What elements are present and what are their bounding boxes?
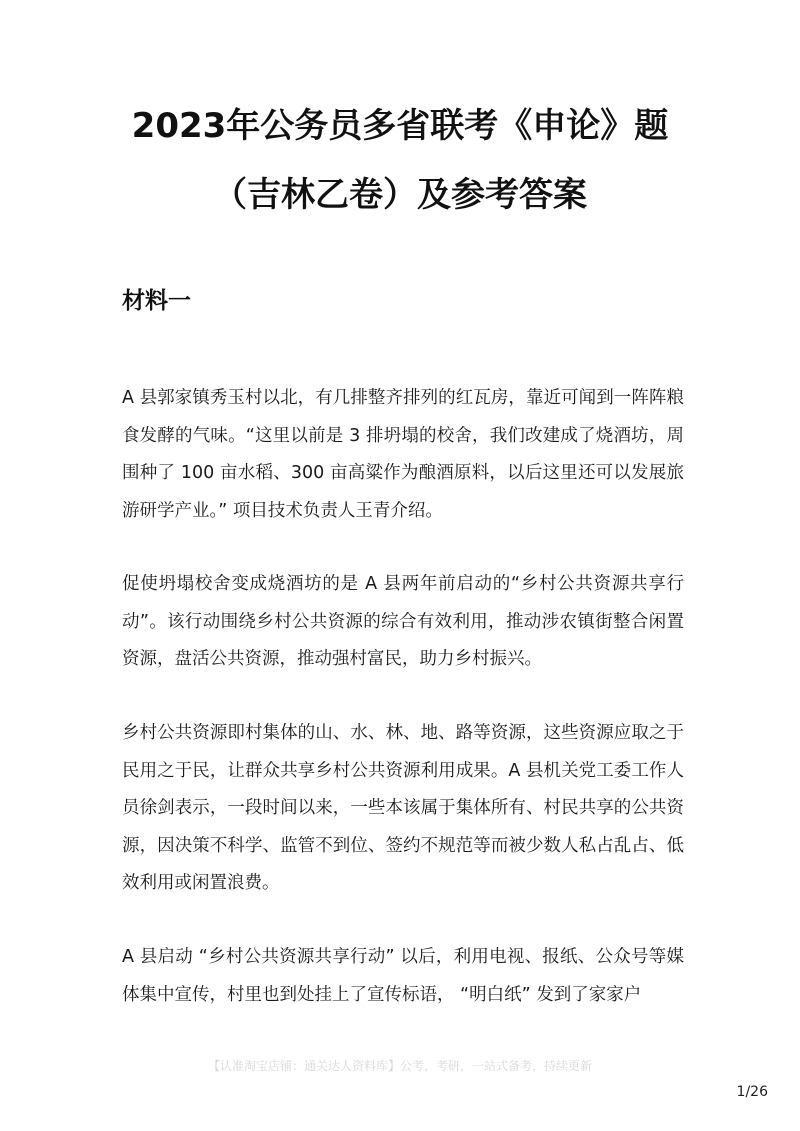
paragraph: A 县郭家镇秀玉村以北，有几排整齐排列的红瓦房，靠近可闻到一阵阵粮食发酵的气味。“这里以前是 3 排坍塌的校舍，我们改建成了烧酒坊，周围种了 100 亩水稻、300 亩高粱作为酿酒原料，以后这里还可以发展旅游研学产业。” 项目技术负责人王青介绍。 — [122, 388, 684, 521]
section-heading: 材料一 — [122, 288, 191, 314]
paragraph: A 县启动 “乡村公共资源共享行动” 以后，利用电视、报纸、公众号等媒体集中宣传，村里也到处挂上了宣传标语， “明白纸” 发到了家家户 — [122, 947, 684, 1005]
footer-watermark: 【认准淘宝店铺：通关达人资料库】公考，考研，一站式备考，持续更新 — [207, 1059, 592, 1073]
paragraph: 乡村公共资源即村集体的山、水、林、地、路等资源，这些资源应取之于民用之于民，让群众共享乡村公共资源利用成果。A 县机关党工委工作人员徐剑表示，一段时间以来，一些本该属于集体所有、村民共享的公共资源，因决策不科学、监管不到位、签约不规范等而被少数人私占乱占、低效利用或闲置浪费。 — [122, 723, 684, 893]
document-title: 2023年公务员多省联考《申论》题（吉林乙卷）及参考答案 — [131, 106, 669, 215]
paragraph: 促使坍塌校舍变成烧酒坊的是 A 县两年前启动的“乡村公共资源共享行动”。该行动围绕乡村公共资源的综合有效利用，推动涉农镇街整合闲置资源，盘活公共资源，推动强村富民，助力乡村振兴。 — [122, 574, 684, 669]
page-number: 1/26 — [736, 1084, 768, 1100]
